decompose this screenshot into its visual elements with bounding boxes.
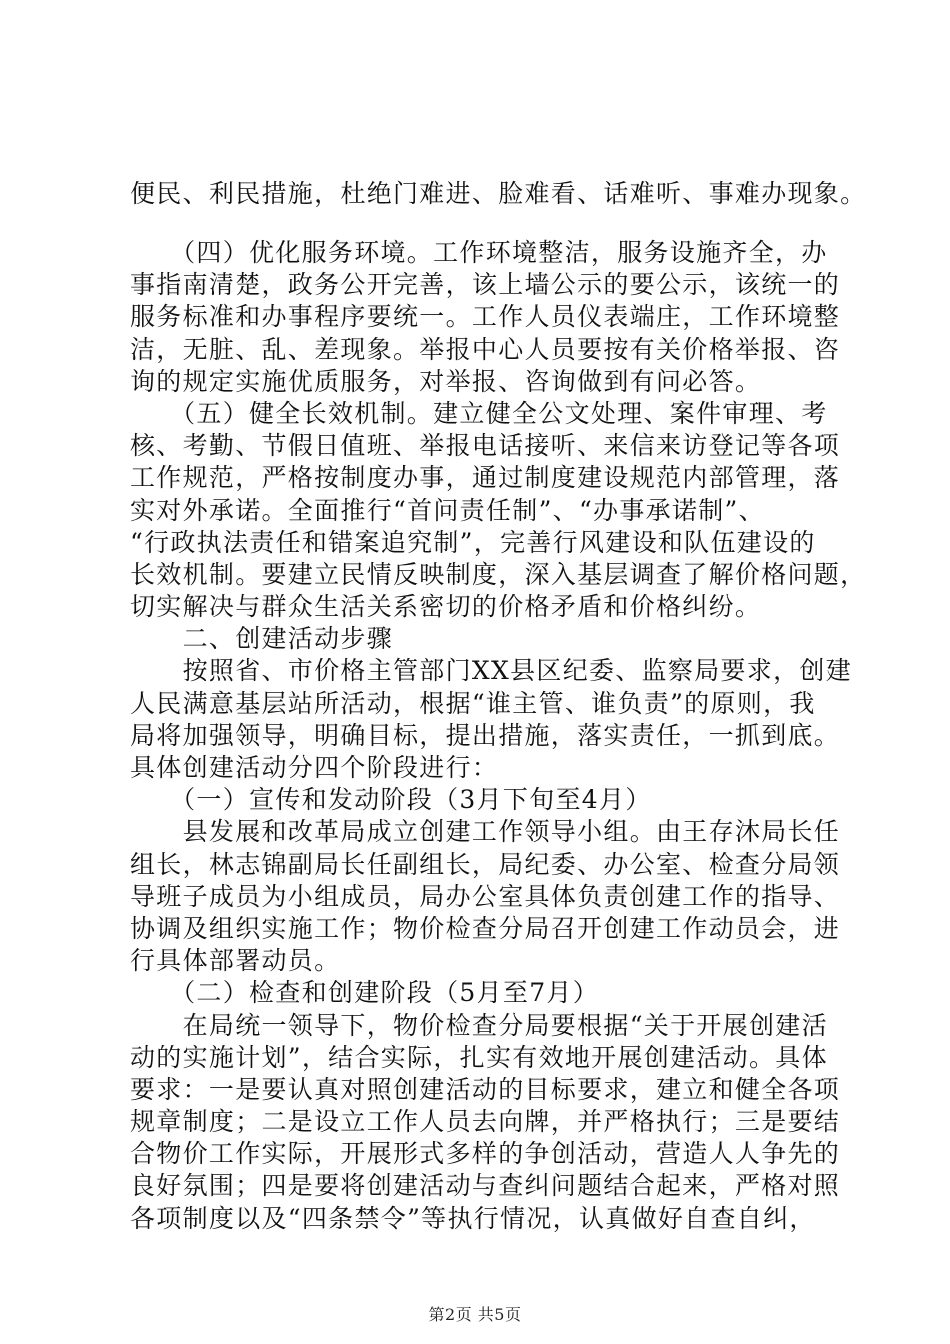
text-line: 实对外承诺。全面推行“首问责任制”、“办事承诺制”、 bbox=[130, 495, 765, 525]
text-line: 工作规范，严格按制度办事，通过制度建设规范内部管理，落 bbox=[130, 463, 841, 493]
text-line: 规章制度；二是设立工作人员去向牌，并严格执行；三是要结 bbox=[130, 1107, 841, 1137]
text-line: 县发展和改革局成立创建工作领导小组。由王存沐局长任 bbox=[130, 817, 841, 847]
text-line: 要求：一是要认真对照创建活动的目标要求，建立和健全各项 bbox=[130, 1074, 841, 1104]
text-line: 长效机制。要建立民情反映制度，深入基层调查了解价格问题， bbox=[130, 559, 867, 589]
section-heading: 二、创建活动步骤 bbox=[130, 624, 394, 654]
text-line: 服务标准和办事程序要统一。工作人员仪表端庄，工作环境整 bbox=[130, 302, 841, 332]
text-line: 事指南清楚，政务公开完善，该上墙公示的要公示，该统一的 bbox=[130, 270, 841, 300]
page-footer: 第2页 共5页 bbox=[428, 1305, 522, 1324]
text-line: 行具体部署动员。 bbox=[130, 946, 341, 976]
text-line: 按照省、市价格主管部门XX县区纪委、监察局要求，创建 bbox=[130, 656, 852, 686]
text-line: 协调及组织实施工作；物价检查分局召开创建工作动员会，进 bbox=[130, 913, 841, 943]
text-line: （四）优化服务环境。工作环境整洁，服务设施齐全，办 bbox=[130, 238, 828, 267]
opening-line-block bbox=[130, 178, 867, 210]
text-line: （五）健全长效机制。建立健全公文处理、案件审理、考 bbox=[130, 398, 828, 428]
text-line: 便民、利民措施，杜绝门难进、脸难看、话难听、事难办现象。 bbox=[130, 179, 867, 208]
text-line: 导班子成员为小组成员，局办公室具体负责创建工作的指导、 bbox=[130, 881, 841, 911]
text-line: 人民满意基层站所活动，根据“谁主管、谁负责”的原则，我 bbox=[130, 688, 816, 718]
text-line: 良好氛围；四是要将创建活动与查纠问题结合起来，严格对照 bbox=[130, 1171, 841, 1201]
text-line: 核、考勤、节假日值班、举报电话接听、来信来访登记等各项 bbox=[130, 431, 841, 461]
text-line: 在局统一领导下，物价检查分局要根据“关于开展创建活 bbox=[130, 1010, 828, 1040]
subsection-heading: （一）宣传和发动阶段（3月下旬至4月） bbox=[130, 785, 652, 815]
text-line: 洁，无脏、乱、差现象。举报中心人员要按有关价格举报、咨 bbox=[130, 334, 841, 364]
text-line: “行政执法责任和错案追究制”，完善行风建设和队伍建设的 bbox=[130, 527, 816, 557]
text-line: 组长，林志锦副局长任副组长，局纪委、办公室、检查分局领 bbox=[130, 849, 841, 879]
text-line: 局将加强领导，明确目标，提出措施，落实责任，一抓到底。 bbox=[130, 720, 841, 750]
text-line: 切实解决与群众生活关系密切的价格矛盾和价格纠纷。 bbox=[130, 592, 762, 622]
text-line: 合物价工作实际，开展形式多样的争创活动，营造人人争先的 bbox=[130, 1139, 841, 1169]
text-line: 动的实施计划”，结合实际，扎实有效地开展创建活动。具体 bbox=[130, 1042, 828, 1072]
subsection-heading: （二）检查和创建阶段（5月至7月） bbox=[130, 978, 600, 1008]
body-paragraphs bbox=[130, 237, 867, 1235]
text-line: 具体创建活动分四个阶段进行： bbox=[130, 753, 499, 782]
text-line: 各项制度以及“四条禁令”等执行情况，认真做好自查自纠， bbox=[130, 1203, 816, 1233]
text-line: 询的规定实施优质服务，对举报、咨询做到有问必答。 bbox=[130, 366, 762, 396]
